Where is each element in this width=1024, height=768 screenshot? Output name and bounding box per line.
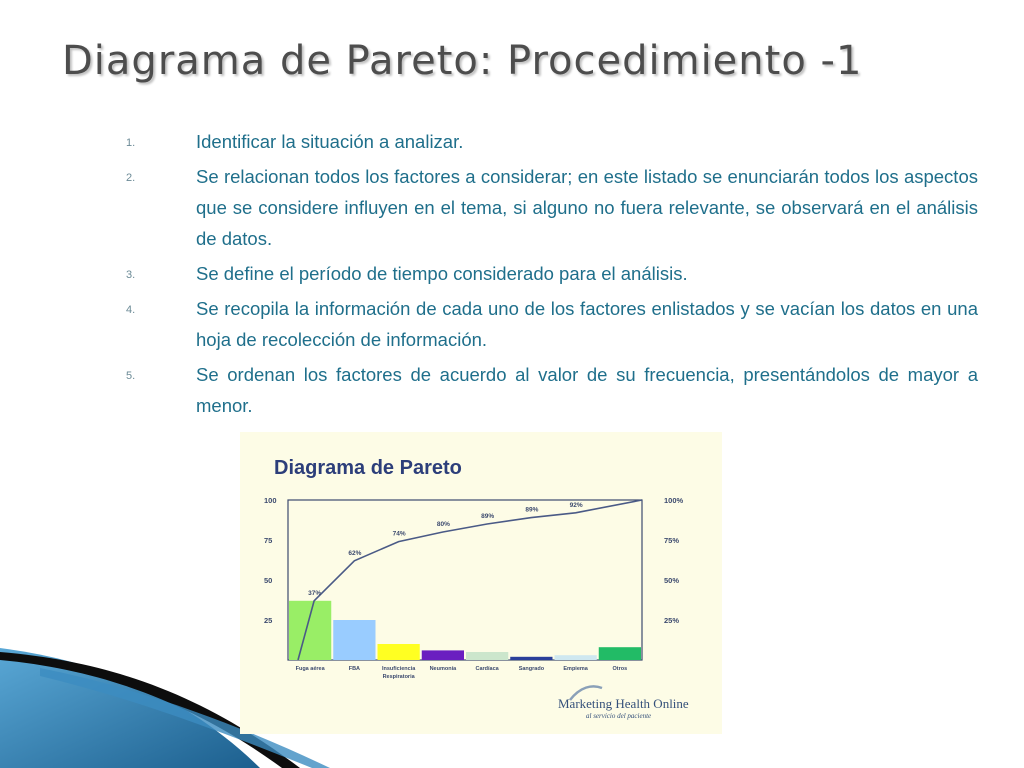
x-axis-tick-label: Empiema	[563, 666, 588, 672]
list-item	[120, 258, 978, 289]
x-axis-tick-label: FBA	[348, 666, 361, 672]
y2-axis-tick-label: 50%	[664, 576, 680, 585]
x-axis-tick-label: Fuga aérea	[295, 666, 325, 672]
bar	[422, 650, 464, 660]
list-item-text: Se recopila la información de cada uno de los factores enlistados y se vacían los datos en una hoja de recolección de información.	[196, 298, 978, 350]
x-axis-tick-label: Insuficiencia	[381, 666, 416, 672]
slide-title: Diagrama de Pareto: Procedimiento -1	[62, 38, 863, 84]
y2-axis-tick-label: 100%	[664, 496, 684, 505]
bar	[289, 601, 331, 660]
cumulative-label: 37%	[308, 589, 322, 597]
list-item-text: Identificar la situación a analizar.	[196, 131, 464, 152]
chart-title: Diagrama de Pareto	[274, 457, 462, 479]
cumulative-label: 62%	[348, 549, 362, 557]
list-item-text: Se define el período de tiempo considerado para el análisis.	[196, 263, 688, 284]
bar	[378, 644, 420, 660]
list-item-number: 1.	[126, 137, 136, 149]
x-axis-tick-label: Otros	[612, 666, 628, 672]
y-axis-tick-label: 75	[264, 536, 273, 545]
bar	[466, 652, 508, 660]
list-item-number: 2.	[126, 172, 136, 184]
list-item-number: 5.	[126, 370, 136, 382]
cumulative-label: 80%	[436, 521, 450, 528]
x-axis-tick-label: Respiratoria	[382, 674, 415, 680]
bar	[333, 620, 375, 660]
y2-axis-tick-label: 25%	[664, 616, 680, 625]
list-item	[120, 359, 978, 421]
list-item	[120, 293, 978, 355]
cumulative-label: 92%	[569, 501, 583, 509]
procedure-list	[120, 126, 978, 425]
logo-tagline: al servicio del paciente	[586, 712, 652, 720]
x-axis-tick-label: Cardíaca	[475, 666, 499, 672]
bar	[510, 657, 552, 660]
cumulative-label: 74%	[392, 530, 406, 538]
cumulative-label: 89%	[525, 506, 539, 514]
list-item-text: Se relacionan todos los factores a considerar; en este listado se enunciarán todos los aspectos que se considere influyen en el tema, si alguno no fuera relevante, se observará en el análisis de datos.	[196, 166, 978, 249]
x-axis-tick-label: Neumonía	[429, 666, 457, 672]
y-axis-tick-label: 100	[264, 496, 277, 505]
list-item-number: 4.	[126, 304, 136, 316]
y2-axis-tick-label: 75%	[664, 536, 680, 545]
pareto-chart	[240, 432, 722, 734]
pareto-chart-image	[240, 432, 722, 734]
y-axis-tick-label: 25	[264, 616, 273, 625]
list-item-number: 3.	[126, 269, 136, 281]
list-item	[120, 126, 978, 157]
plot-area	[264, 496, 684, 680]
cumulative-label: 89%	[481, 513, 495, 520]
logo-name: Marketing Health Online	[558, 696, 689, 711]
list-item	[120, 161, 978, 254]
list-item-text: Se ordenan los factores de acuerdo al valor de su frecuencia, presentándolos de mayor a menor.	[196, 364, 978, 416]
bar	[555, 655, 597, 660]
y-axis-tick-label: 50	[264, 576, 273, 585]
x-axis-tick-label: Sangrado	[518, 666, 545, 672]
bar	[599, 647, 641, 660]
logo	[558, 686, 689, 720]
